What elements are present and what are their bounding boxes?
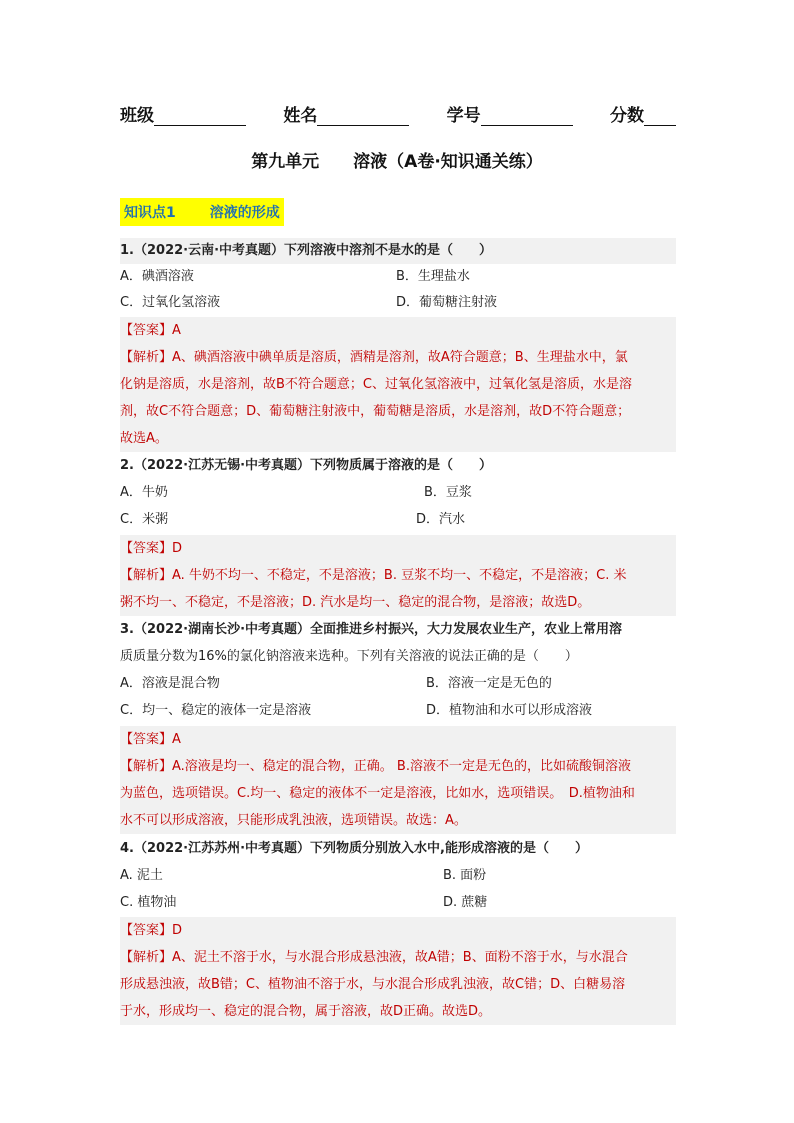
answer-block bbox=[120, 317, 676, 452]
name-field bbox=[283, 101, 409, 126]
analysis-line: 【解析】A、泥土不溶于水，与水混合形成悬浊液，故A错；B、面粉不溶于水，与水混合 bbox=[120, 950, 628, 965]
analysis-line: 粥不均一、不稳定，不是溶液；D. 汽水是均一、稳定的混合物，是溶液；故选D。 bbox=[120, 595, 591, 610]
answer-label: 【答案】A bbox=[120, 732, 181, 747]
option-row bbox=[120, 698, 676, 724]
option-b[interactable]: B．生理盐水 bbox=[396, 269, 470, 284]
score-label: 分数 bbox=[609, 106, 644, 126]
question-stem-continued: 质质量分数为16%的氯化钠溶液来选种。下列有关溶液的说法正确的是（ ） bbox=[120, 649, 578, 664]
option-c[interactable]: C．过氧化氢溶液 bbox=[120, 295, 221, 310]
option-a[interactable]: A．牛奶 bbox=[120, 485, 168, 500]
option-a[interactable]: A．溶液是混合物 bbox=[120, 676, 220, 691]
class-label: 班级 bbox=[120, 106, 154, 126]
option-row bbox=[120, 863, 676, 889]
option-row bbox=[120, 480, 676, 506]
class-blank[interactable] bbox=[154, 105, 246, 126]
option-d[interactable]: D. 蔗糖 bbox=[443, 895, 488, 910]
question-stem: 3.（2022·湖南长沙·中考真题）全面推进乡村振兴，大力发展农业生产，农业上常用溶 bbox=[120, 622, 623, 637]
option-d[interactable]: D．植物油和水可以形成溶液 bbox=[426, 703, 593, 718]
option-d[interactable]: D．葡萄糖注射液 bbox=[396, 295, 498, 310]
number-blank[interactable] bbox=[481, 105, 573, 126]
analysis-line: 化钠是溶质，水是溶剂，故B不符合题意；C、过氧化氢溶液中，过氧化氢是溶质，水是溶 bbox=[120, 377, 632, 392]
question-stem: 2.（2022·江苏无锡·中考真题）下列物质属于溶液的是（ ） bbox=[120, 458, 493, 473]
number-field bbox=[447, 101, 573, 126]
unit-title: 第九单元 溶液（A卷·知识通关练） bbox=[251, 152, 543, 172]
analysis-line: 为蓝色，选项错误。C.均一、稳定的液体不一定是溶液，比如水，选项错误。 D.植物油和 bbox=[120, 786, 635, 801]
option-row bbox=[120, 671, 676, 697]
answer-label: 【答案】D bbox=[120, 923, 183, 938]
option-b[interactable]: B. 面粉 bbox=[443, 868, 487, 883]
score-blank[interactable] bbox=[644, 105, 676, 126]
answer-block bbox=[120, 726, 676, 834]
option-a[interactable]: A. 泥土 bbox=[120, 868, 163, 883]
option-b[interactable]: B．溶液一定是无色的 bbox=[426, 676, 552, 691]
analysis-line: 【解析】A. 牛奶不均一、不稳定，不是溶液；B. 豆浆不均一、不稳定，不是溶液；C. 米 bbox=[120, 568, 627, 583]
knowledge-point-title: 溶液的形成 bbox=[206, 198, 284, 226]
student-info-row bbox=[120, 98, 676, 126]
analysis-line: 故选A。 bbox=[120, 431, 168, 446]
class-field bbox=[120, 101, 246, 126]
question-stem: 1.（2022·云南·中考真题）下列溶液中溶剂不是水的是（ ） bbox=[120, 238, 676, 264]
option-b[interactable]: B．豆浆 bbox=[424, 485, 472, 500]
knowledge-point-heading bbox=[120, 198, 284, 226]
highlight-gap bbox=[180, 198, 206, 226]
answer-block bbox=[120, 917, 676, 1025]
number-label: 学号 bbox=[446, 106, 481, 126]
analysis-line: 形成悬浊液，故B错；C、植物油不溶于水，与水混合形成乳浊液，故C错；D、白糖易溶 bbox=[120, 977, 626, 992]
option-row bbox=[120, 264, 676, 290]
option-d[interactable]: D．汽水 bbox=[416, 512, 466, 527]
option-c[interactable]: C. 植物油 bbox=[120, 895, 177, 910]
analysis-line: 水不可以形成溶液，只能形成乳浊液，选项错误。故选：A。 bbox=[120, 813, 467, 828]
option-a[interactable]: A．碘酒溶液 bbox=[120, 269, 194, 284]
analysis-line: 【解析】A.溶液是均一、稳定的混合物，正确。 B.溶液不一定是无色的，比如硫酸铜溶液 bbox=[120, 759, 631, 774]
answer-block bbox=[120, 535, 676, 616]
analysis-line: 【解析】A、碘酒溶液中碘单质是溶质，酒精是溶剂，故A符合题意；B、生理盐水中，氯 bbox=[120, 350, 628, 365]
option-row bbox=[120, 890, 676, 916]
name-blank[interactable] bbox=[317, 105, 409, 126]
analysis-line: 于水，形成均一、稳定的混合物，属于溶液，故D正确。故选D。 bbox=[120, 1004, 492, 1019]
answer-label: 【答案】D bbox=[120, 541, 183, 556]
score-field bbox=[610, 101, 676, 126]
option-c[interactable]: C．均一、稳定的液体一定是溶液 bbox=[120, 703, 312, 718]
option-c[interactable]: C．米粥 bbox=[120, 512, 169, 527]
answer-label: 【答案】A bbox=[120, 323, 181, 338]
option-row bbox=[120, 507, 676, 533]
option-row bbox=[120, 290, 676, 316]
analysis-line: 剂，故C不符合题意；D、葡萄糖注射液中，葡萄糖是溶质，水是溶剂，故D不符合题意； bbox=[120, 404, 631, 419]
question-stem: 4.（2022·江苏苏州·中考真题）下列物质分别放入水中,能形成溶液的是（ ） bbox=[120, 841, 588, 856]
knowledge-point-number: 知识点1 bbox=[120, 198, 180, 226]
name-label: 姓名 bbox=[283, 106, 318, 126]
